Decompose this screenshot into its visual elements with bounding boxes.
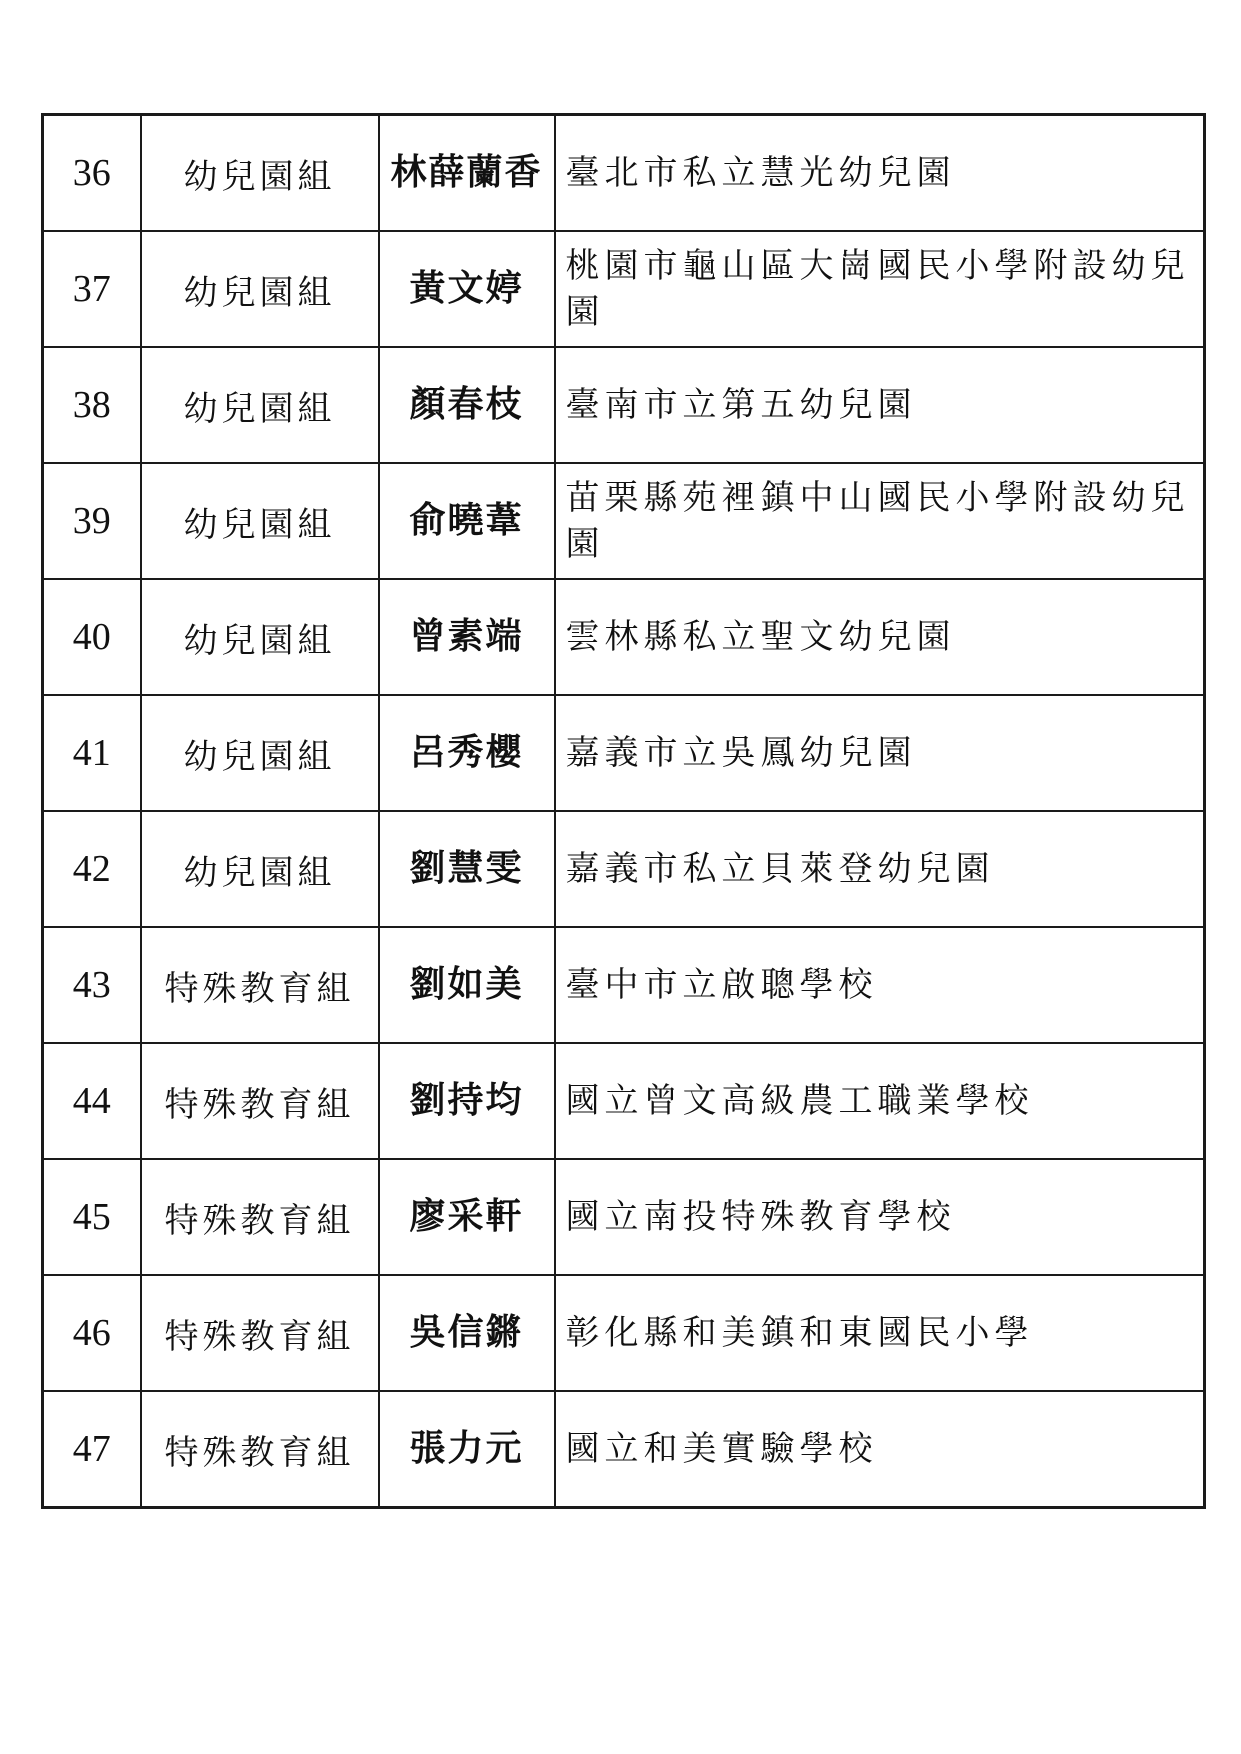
- group-cell: 幼兒園組: [141, 695, 379, 811]
- school-cell: 雲林縣私立聖文幼兒園: [555, 579, 1205, 695]
- group-cell: 幼兒園組: [141, 811, 379, 927]
- row-number: 47: [43, 1391, 141, 1508]
- row-number: 42: [43, 811, 141, 927]
- group-cell: 特殊教育組: [141, 927, 379, 1043]
- table-row: [43, 927, 1205, 1043]
- row-number: 37: [43, 231, 141, 347]
- school-cell: 嘉義市私立貝萊登幼兒園: [555, 811, 1205, 927]
- row-number: 41: [43, 695, 141, 811]
- row-number: 40: [43, 579, 141, 695]
- table-row: [43, 1043, 1205, 1159]
- table-row: [43, 1391, 1205, 1508]
- name-cell: 劉如美: [379, 927, 555, 1043]
- group-cell: 特殊教育組: [141, 1391, 379, 1508]
- table-row: [43, 347, 1205, 463]
- school-cell: 國立和美實驗學校: [555, 1391, 1205, 1508]
- row-number: 46: [43, 1275, 141, 1391]
- row-number: 39: [43, 463, 141, 579]
- row-number: 43: [43, 927, 141, 1043]
- group-cell: 特殊教育組: [141, 1275, 379, 1391]
- table-row: [43, 695, 1205, 811]
- group-cell: 特殊教育組: [141, 1159, 379, 1275]
- table-row: [43, 1275, 1205, 1391]
- name-cell: 林薛蘭香: [379, 115, 555, 232]
- name-cell: 吳信鏘: [379, 1275, 555, 1391]
- school-cell: 臺中市立啟聰學校: [555, 927, 1205, 1043]
- school-cell: 臺南市立第五幼兒園: [555, 347, 1205, 463]
- group-cell: 幼兒園組: [141, 347, 379, 463]
- group-cell: 幼兒園組: [141, 463, 379, 579]
- school-cell: 桃園市龜山區大崗國民小學附設幼兒園: [555, 231, 1205, 347]
- table-row: [43, 1159, 1205, 1275]
- row-number: 38: [43, 347, 141, 463]
- awardee-table: [41, 113, 1206, 1509]
- school-cell: 臺北市私立慧光幼兒園: [555, 115, 1205, 232]
- name-cell: 呂秀櫻: [379, 695, 555, 811]
- school-cell: 國立曾文高級農工職業學校: [555, 1043, 1205, 1159]
- row-number: 45: [43, 1159, 141, 1275]
- name-cell: 俞曉葦: [379, 463, 555, 579]
- group-cell: 幼兒園組: [141, 115, 379, 232]
- name-cell: 顏春枝: [379, 347, 555, 463]
- table-row: [43, 811, 1205, 927]
- name-cell: 劉慧雯: [379, 811, 555, 927]
- name-cell: 曾素端: [379, 579, 555, 695]
- name-cell: 廖采軒: [379, 1159, 555, 1275]
- name-cell: 劉持均: [379, 1043, 555, 1159]
- school-cell: 苗栗縣苑裡鎮中山國民小學附設幼兒園: [555, 463, 1205, 579]
- table-row: [43, 115, 1205, 232]
- row-number: 36: [43, 115, 141, 232]
- school-cell: 彰化縣和美鎮和東國民小學: [555, 1275, 1205, 1391]
- name-cell: 張力元: [379, 1391, 555, 1508]
- table-row: [43, 463, 1205, 579]
- school-cell: 嘉義市立吳鳳幼兒園: [555, 695, 1205, 811]
- name-cell: 黃文婷: [379, 231, 555, 347]
- table-row: [43, 579, 1205, 695]
- group-cell: 幼兒園組: [141, 579, 379, 695]
- table-row: [43, 231, 1205, 347]
- group-cell: 幼兒園組: [141, 231, 379, 347]
- group-cell: 特殊教育組: [141, 1043, 379, 1159]
- school-cell: 國立南投特殊教育學校: [555, 1159, 1205, 1275]
- row-number: 44: [43, 1043, 141, 1159]
